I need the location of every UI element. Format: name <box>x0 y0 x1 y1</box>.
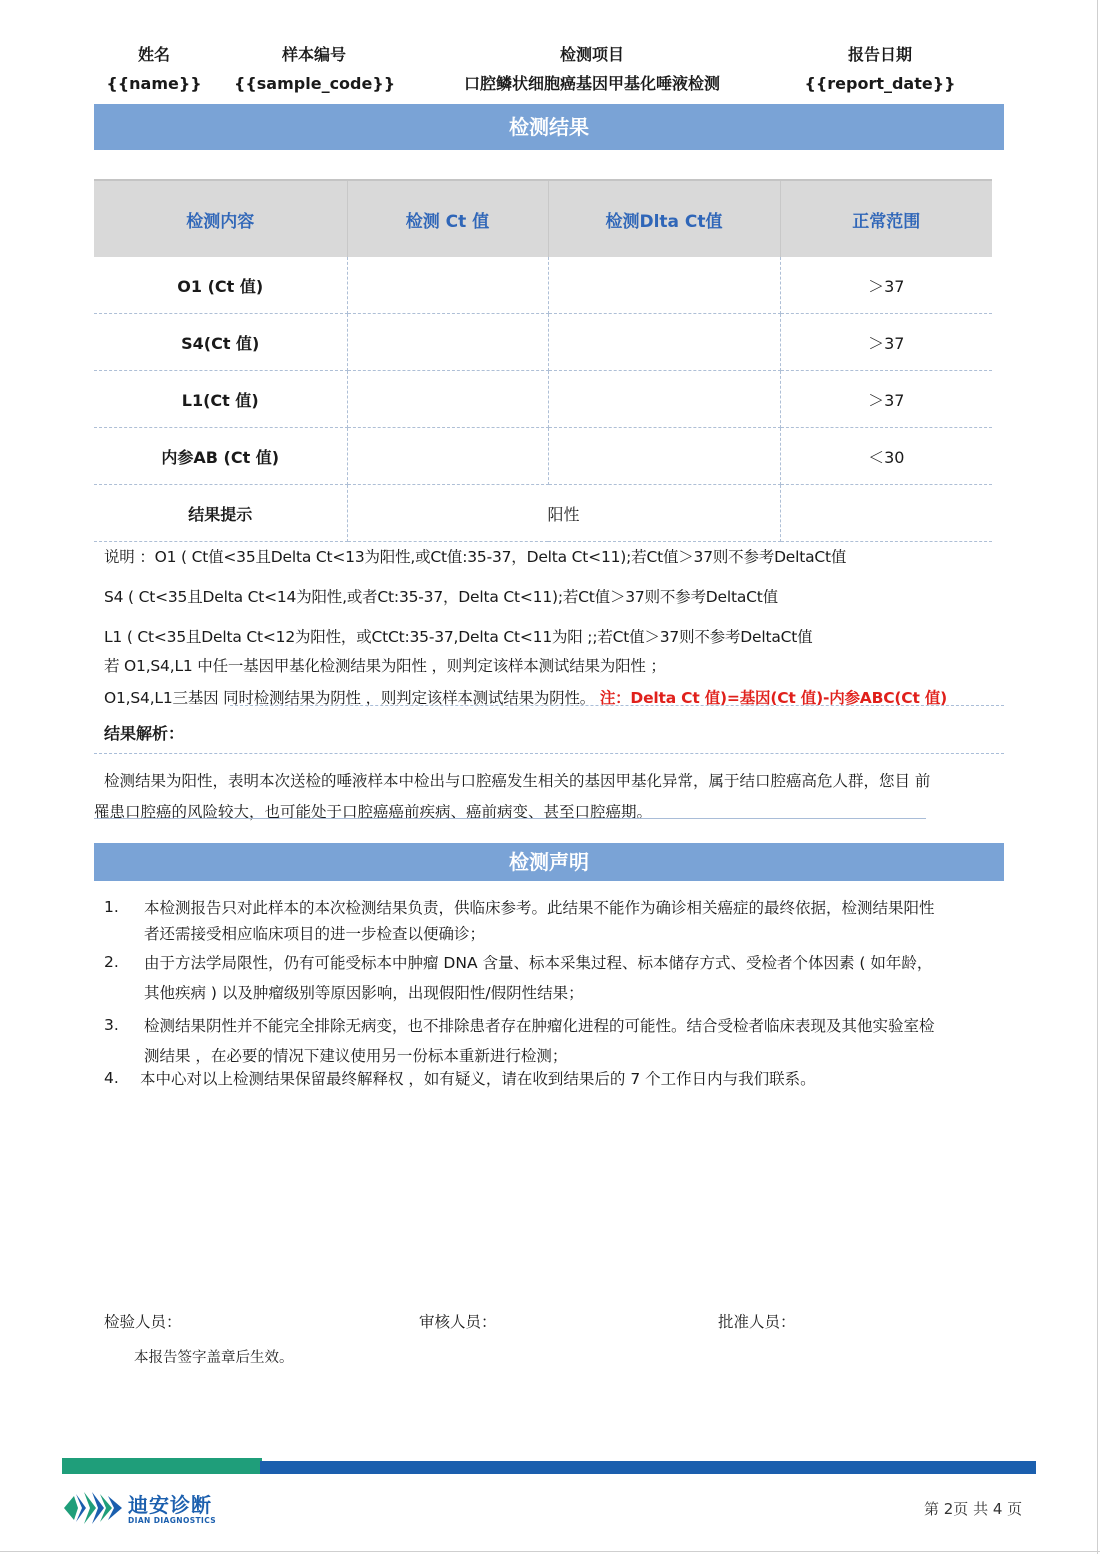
row-item: L1(Ct 值) <box>94 371 347 428</box>
item-label: 检测项目 <box>559 45 624 64</box>
logo-en-text: DIAN DIAGNOSTICS <box>128 1516 217 1525</box>
note-line-3: L1 ( Ct<35且Delta Ct<12为阳性，或CtCt:35-37,Delta Ct<11为阳 ;;若Ct值＞37则不参考DeltaCt值 <box>104 628 813 646</box>
header-item <box>434 44 750 96</box>
summary-empty <box>780 485 992 542</box>
declaration-line: 本中心对以上检测结果保留最终解释权 ，如有疑义，请在收到结果后的 7 个工作日内与我们联系。 <box>140 1070 816 1088</box>
inspector-label: 检验人员： <box>104 1313 182 1331</box>
header-sample <box>234 44 394 96</box>
analysis-title: 结果解析： <box>104 724 185 743</box>
row-ct <box>347 371 548 428</box>
note-line-2: S4 ( Ct<35且Delta Ct<14为阳性,或者Ct:35-37，Delta Ct<11);若Ct值＞37则不参考DeltaCt值 <box>104 588 778 606</box>
row-range: ＞37 <box>780 314 992 371</box>
footer-bar-green <box>62 1458 262 1474</box>
declaration-num: 4. <box>104 1069 119 1087</box>
validity-note: 本报告签字盖章后生效。 <box>134 1350 294 1366</box>
divider <box>94 753 1004 754</box>
item-value: 口腔鳞状细胞癌基因甲基化唾液检测 <box>463 74 720 93</box>
reviewer-label: 审核人员： <box>419 1313 497 1331</box>
row-item: O1 (Ct 值) <box>94 257 347 314</box>
sample-value: {{sample_code}} <box>234 74 396 93</box>
summary-value: 阳性 <box>347 485 780 542</box>
approver-label: 批准人员： <box>718 1313 796 1331</box>
footer-bar-blue <box>260 1461 1036 1474</box>
logo-cn-text: 迪安诊断 <box>128 1493 212 1517</box>
declaration-band: 检测声明 <box>94 843 1004 881</box>
name-label: 姓名 <box>137 45 170 64</box>
declaration-num: 3. <box>104 1016 119 1034</box>
row-range: ＜30 <box>780 428 992 485</box>
row-ct <box>347 428 548 485</box>
note-line-4: 若 O1,S4,L1 中任一基因甲基化检测结果为阳性 ，则判定该样本测试结果为阳性 ； <box>104 657 666 675</box>
page-number: 第 2页 共 4 页 <box>924 1500 1023 1518</box>
declaration-line: 测结果 ，在必要的情况下建议使用另一份标本重新进行检测； <box>144 1047 568 1065</box>
col-header-delta: 检测Dlta Ct值 <box>548 180 780 257</box>
summary-row <box>94 485 992 542</box>
table-header-row <box>94 180 992 257</box>
note-line-5-text: O1,S4,L1三基因 同时检测结果为阴性 ，则判定该样本测试结果为阴性。 <box>104 689 596 707</box>
row-delta <box>548 371 780 428</box>
results-band: 检测结果 <box>94 104 1004 150</box>
name-value: {{name}} <box>106 74 202 93</box>
declaration-line: 由于方法学局限性，仍有可能受标本中肿瘤 DNA 含量、标本采集过程、标本储存方式、受检者个体因素 ( 如年龄， <box>144 954 933 972</box>
row-delta <box>548 428 780 485</box>
col-header-range: 正常范围 <box>780 180 992 257</box>
table-row <box>94 371 992 428</box>
row-ct <box>347 314 548 371</box>
analysis-line-2: 罹患口腔癌的风险较大，也可能处于口腔癌癌前疾病、癌前病变、甚至口腔癌期。 <box>94 803 653 821</box>
results-table <box>94 179 992 542</box>
row-delta <box>548 257 780 314</box>
header-name <box>94 44 214 96</box>
page-edge-bottom <box>0 1551 1100 1552</box>
declaration-line: 检测结果阴性并不能完全排除无病变，也不排除患者存在肿瘤化进程的可能性。结合受检者临床表现及其他实验室检 <box>144 1017 935 1035</box>
divider <box>94 818 926 819</box>
page-edge-right <box>1097 0 1098 1554</box>
table-row <box>94 314 992 371</box>
brand-logo <box>62 1488 232 1532</box>
header-date <box>790 44 970 96</box>
analysis-line-1: 检测结果为阳性，表明本次送检的唾液样本中检出与口腔癌发生相关的基因甲基化异常，属于结口腔癌高危人群，您目 前 <box>104 772 931 790</box>
row-range: ＞37 <box>780 371 992 428</box>
row-item: S4(Ct 值) <box>94 314 347 371</box>
declaration-line: 本检测报告只对此样本的本次检测结果负责，供临床参考。此结果不能作为确诊相关癌症的最终依据，检测结果阳性 <box>144 899 935 917</box>
divider <box>230 705 1004 706</box>
row-range: ＞37 <box>780 257 992 314</box>
date-value: {{report_date}} <box>804 74 956 93</box>
declaration-line: 者还需接受相应临床项目的进一步检查以便确诊； <box>144 925 486 943</box>
table-row <box>94 257 992 314</box>
delta-formula-note: 注：Delta Ct 值)=基因(Ct 值)-内参ABC(Ct 值) <box>599 689 948 707</box>
row-delta <box>548 314 780 371</box>
table-row <box>94 428 992 485</box>
row-item: 内参AB (Ct 值) <box>94 428 347 485</box>
col-header-ct: 检测 Ct 值 <box>347 180 548 257</box>
declaration-num: 1. <box>104 898 119 916</box>
logo-mark-icon <box>62 1488 126 1528</box>
row-ct <box>347 257 548 314</box>
declaration-num: 2. <box>104 953 119 971</box>
report-header <box>94 44 1004 100</box>
sample-label: 样本编号 <box>281 45 346 64</box>
declaration-line: 其他疾病 ) 以及肿瘤级别等原因影响，出现假阳性/假阴性结果； <box>144 984 584 1002</box>
date-label: 报告日期 <box>847 45 912 64</box>
note-line-1: 说明 ：O1 ( Ct值<35且Delta Ct<13为阳性,或Ct值:35-37，Delta Ct<11);若Ct值＞37则不参考DeltaCt值 <box>104 548 847 566</box>
col-header-item: 检测内容 <box>94 180 347 257</box>
summary-label: 结果提示 <box>94 485 347 542</box>
